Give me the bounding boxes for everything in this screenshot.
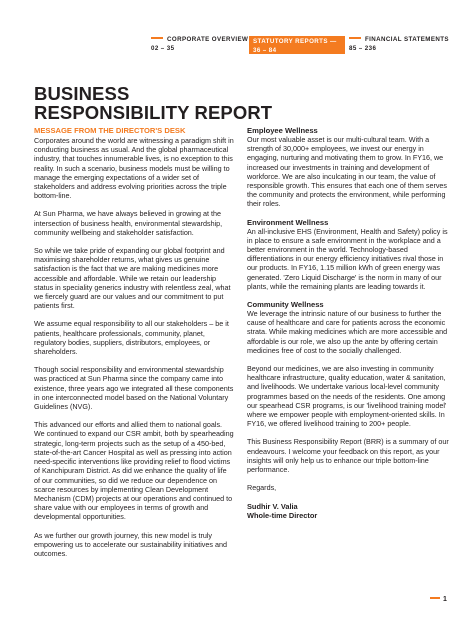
body-paragraph: Though social responsibility and environmental stewardship was practiced at Sun Pharma since the company came into existence, three years ago we integrated all these components in one interconnected model based on the National Voluntary Guidelines (NVG).: [34, 365, 234, 412]
body-paragraph: So while we take pride of expanding our global footprint and maximising shareholder returns, what gives us genuine satisfaction is the fact that we are making medicines more accessible and affordable. While we retain our leadership status in speciality generics industry with relentless zeal, what we fiercely guard are our values and our commitment to put patients first.: [34, 246, 231, 311]
nav-dash: [349, 37, 361, 39]
nav-financial-statements[interactable]: [349, 36, 449, 54]
right-column: [247, 126, 449, 520]
signature-title: Whole-time Director: [247, 510, 318, 520]
body-paragraph: This Business Responsibility Report (BRR) is a summary of our endeavours. I welcome your feedback on this report, as your insights will only help us to enhance our triple bottom-line performance.: [247, 437, 449, 475]
body-paragraph: Corporates around the world are witnessing a paradigm shift in conducting business as usual. And the global pharmaceutical industry, that touches innumerable lives, is no exception to this reality. In such a scenario, business models must be willing to manage the emerging expectations of a wider set of stakeholders and address evolving priorities across the triple bottom-line.: [34, 136, 234, 201]
nav-active-dash: —: [330, 38, 337, 45]
body-paragraph: This advanced our efforts and allied them to national goals. We continued to expand our CSR ambit, both by spearheading strategic, long-term projects such as the setup of a 450-bed, state-of-the-art Cancer Hospital as well as pressing into action need-specific interventions like providing relief to flood victims of Kanchipuram District. As did we enhance the quality of life of our communities, so did we reduce our dependence on scarce resources by implementing Clean Development Mechanism (CDM) projects at our operations and continued to share value with our employees in terms of growth and developmental opportunities.: [34, 420, 234, 522]
environment-wellness-text: An all-inclusive EHS (Environment, Health and Safety) policy is in place to ensure a safe environment in the workplace and a better environment in the world. Technology-based differentiations in our energy efficiency initiatives rival those in our products. In FY16, 1.15 million kWh of green energy was generated. 'Zero Liquid Discharge' is the norm in many of our plants, while the remaining plants are leading towards it.: [247, 226, 448, 291]
employee-wellness-text: Our most valuable asset is our multi-cultural team. With a strength of 30,000+ employees, we invest our energy in engaging, nurturing and motivating them to grow. In FY16, we increased our investments in training and development of workforce. We are also inculcating in our team, the value of responsible growth. This ensures that each one of them serves the community and protects the environment, while performing their roles.: [247, 135, 448, 209]
message-heading: MESSAGE FROM THE DIRECTOR'S DESK: [34, 126, 186, 135]
signature-name: Sudhir V. Valia: [247, 501, 298, 511]
environment-wellness-heading: Environment Wellness: [247, 217, 329, 227]
nav-corporate-overview[interactable]: [151, 36, 249, 54]
nav-title: [349, 36, 449, 43]
body-paragraph: We assume equal responsibility to all our stakeholders – be it patients, healthcare professionals, community, planet, regulatory bodies, suppliers, distributors, employees, or shareholders.: [34, 319, 229, 357]
nav-pages: 02 – 35: [151, 45, 175, 52]
body-paragraph: Beyond our medicines, we are also investing in community healthcare infrastructure, quality education, water & sanitation, and livelihoods. We undertake various local-level community programmes based on the needs of the residents. One among our spearhead CSR programs, is our 'livelihood training model' where we empower people with employment-oriented skills. In FY16, we offered livelihood training to 200+ people.: [247, 364, 447, 429]
nav-title: [151, 36, 249, 43]
nav-pages: 36 – 84: [253, 47, 277, 54]
employee-wellness-heading: Employee Wellness: [247, 126, 318, 135]
nav-pages: 85 – 236: [349, 45, 377, 52]
regards-text: Regards,: [247, 483, 277, 493]
community-wellness-text: We leverage the intrinsic nature of our business to further the cause of healthcare and care for patients across the economic strata. While making medicines which are more accessible and affordable is our role, we also up the ante by offering certain medicines free of cost to the socially challenged.: [247, 309, 448, 355]
page-number-text: 1: [443, 596, 447, 603]
left-column: [34, 126, 234, 567]
page-number: [430, 596, 447, 603]
nav-title-text: FINANCIAL STATEMENTS: [365, 36, 449, 43]
nav-title: [253, 38, 345, 45]
title-line-1: BUSINESS: [34, 83, 130, 104]
nav-dash: [151, 37, 163, 39]
nav-title-text: STATUTORY REPORTS: [253, 38, 328, 45]
body-paragraph: At Sun Pharma, we have always believed in growing at the intersection of business health, environmental stewardship, community wellbeing and stakeholder satisfaction.: [34, 209, 223, 237]
community-wellness-heading: Community Wellness: [247, 300, 324, 310]
title-line-2: RESPONSIBILITY REPORT: [34, 102, 273, 123]
page-number-dash: [430, 597, 440, 599]
body-paragraph: As we further our growth journey, this new model is truly empowering us to accelerate our sustainability initiatives and outcomes.: [34, 530, 227, 558]
nav-statutory-reports[interactable]: [249, 36, 345, 54]
nav-title-text: CORPORATE OVERVIEW: [167, 36, 249, 43]
page-title: [34, 84, 314, 122]
